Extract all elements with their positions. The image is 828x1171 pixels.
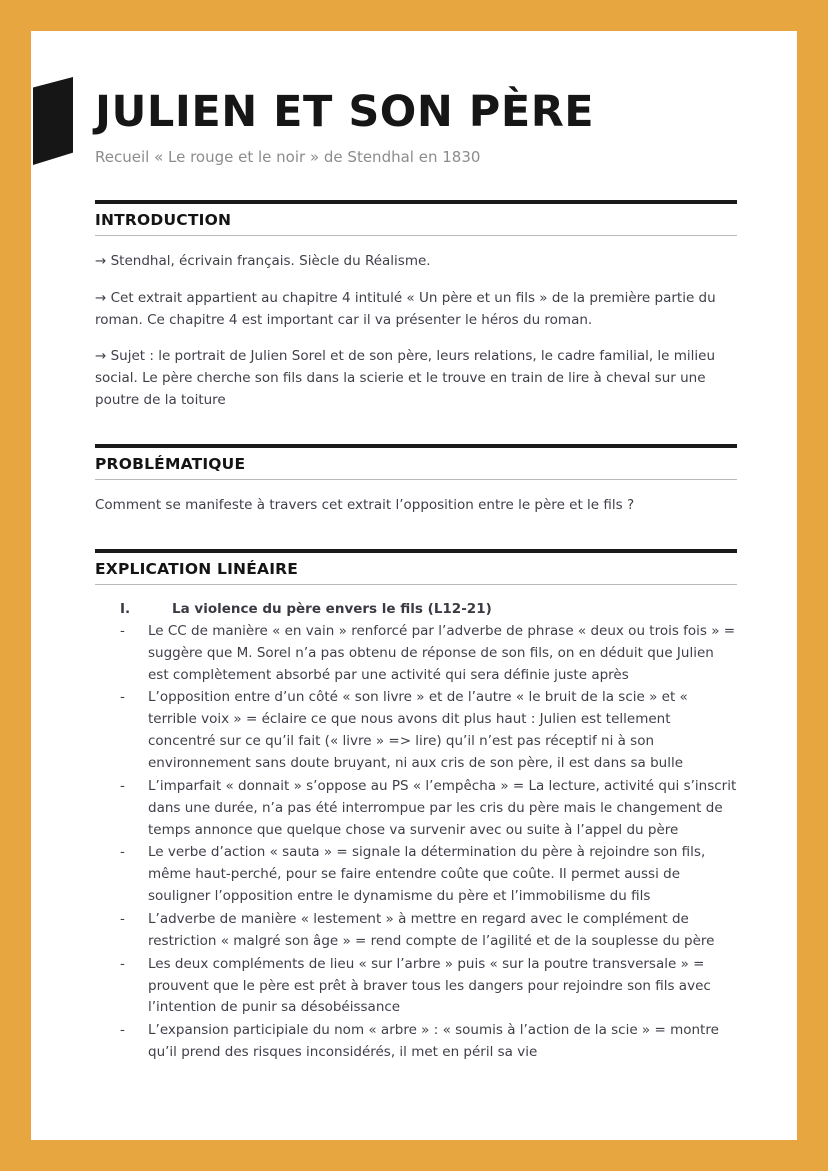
section-heading-problematique: PROBLÉMATIQUE	[95, 454, 246, 473]
bullet-text: Le CC de manière « en vain » renforcé par l’adverbe de phrase « deux ou trois fois » = suggère que M. Sorel n’a pas obtenu de réponse de son fils, on en déduit que Julien est complètement absorbé par une activité qui sera définie juste après	[148, 622, 736, 683]
bullet-marker: -	[120, 955, 125, 972]
section-heading-introduction: INTRODUCTION	[95, 210, 232, 229]
page-title: JULIEN ET SON PÈRE	[95, 87, 595, 137]
bullet-list	[95, 621, 737, 1064]
part-heading	[95, 601, 737, 617]
heading-rule	[95, 584, 737, 585]
section-header-explication	[95, 549, 737, 585]
bullet-marker: -	[120, 910, 125, 927]
page-sheet	[31, 31, 797, 1140]
bullet-marker: -	[120, 777, 125, 794]
bullet-text: L’opposition entre d’un côté « son livre » et de l’autre « le bruit de la scie » et « terrible voix » = éclaire ce que nous avons dit plus haut : Julien est tellement concentré sur ce qu’il fait (« livre » => lire) qu’il n’est pas réceptif ni à son environnement sans doute bruyant, ni aux cris de son père, il est dans sa bulle	[148, 689, 688, 771]
bullet-text: L’adverbe de manière « lestement » à mettre en regard avec le complément de restriction « malgré son âge » = rend compte de l’agilité et de la souplesse du père	[148, 910, 715, 949]
part-numeral: I.	[120, 600, 131, 617]
bullet-item	[120, 1020, 737, 1064]
page-content	[95, 31, 737, 1065]
heading-rule	[95, 235, 737, 236]
bullet-item	[120, 842, 737, 908]
bullet-item	[120, 909, 737, 953]
intro-paragraph: → Cet extrait appartient au chapitre 4 intitulé « Un père et un fils » de la première partie du roman. Ce chapitre 4 est important car il va présenter le héros du roman.	[95, 289, 716, 328]
section-heading-explication: EXPLICATION LINÉAIRE	[95, 559, 299, 578]
bullet-item	[120, 776, 737, 842]
bullet-item	[120, 954, 737, 1020]
bullet-marker: -	[120, 844, 125, 861]
intro-paragraph: → Sujet : le portrait de Julien Sorel et de son père, leurs relations, le cadre familial, le milieu social. Le père cherche son fils dans la scierie et le trouve en train de lire à cheval sur une poutre de la toiture	[95, 348, 716, 409]
page-subtitle: Recueil « Le rouge et le noir » de Stendhal en 1830	[95, 148, 481, 167]
bullet-text: L’expansion participiale du nom « arbre » : « soumis à l’action de la scie » = montre qu’il prend des risques inconsidérés, il met en péril sa vie	[148, 1022, 719, 1061]
bullet-marker: -	[120, 622, 125, 639]
bullet-marker: -	[120, 1022, 125, 1039]
section-header-introduction	[95, 200, 737, 236]
intro-paragraph: → Stendhal, écrivain français. Siècle du Réalisme.	[95, 252, 431, 269]
section-header-problematique	[95, 444, 737, 480]
bookmark-ribbon-icon	[33, 77, 73, 165]
problematique-paragraph: Comment se manifeste à travers cet extrait l’opposition entre le père et le fils ?	[95, 496, 635, 513]
bullet-text: L’imparfait « donnait » s’oppose au PS « l’empêcha » = La lecture, activité qui s’inscrit dans une durée, n’a pas été interrompue par les cris du père mais le changement de temps annonce que quelque chose va survenir avec ou suite à l’appel du père	[148, 777, 737, 838]
bullet-text: Le verbe d’action « sauta » = signale la détermination du père à rejoindre son fils, même haut-perché, pour se faire entendre coûte que coûte. Il permet aussi de souligner l’opposition entre le dynamisme du père et l’immobilisme du fils	[148, 844, 706, 905]
bullet-marker: -	[120, 689, 125, 706]
part-title: La violence du père envers le fils (L12-21)	[172, 600, 492, 617]
bullet-text: Les deux compléments de lieu « sur l’arbre » puis « sur la poutre transversale » = prouvent que le père est prêt à braver tous les dangers pour rejoindre son fils avec l’intention de punir sa désobéissance	[148, 955, 711, 1016]
bullet-item	[120, 687, 737, 774]
bullet-item	[120, 621, 737, 687]
heading-rule	[95, 479, 737, 480]
